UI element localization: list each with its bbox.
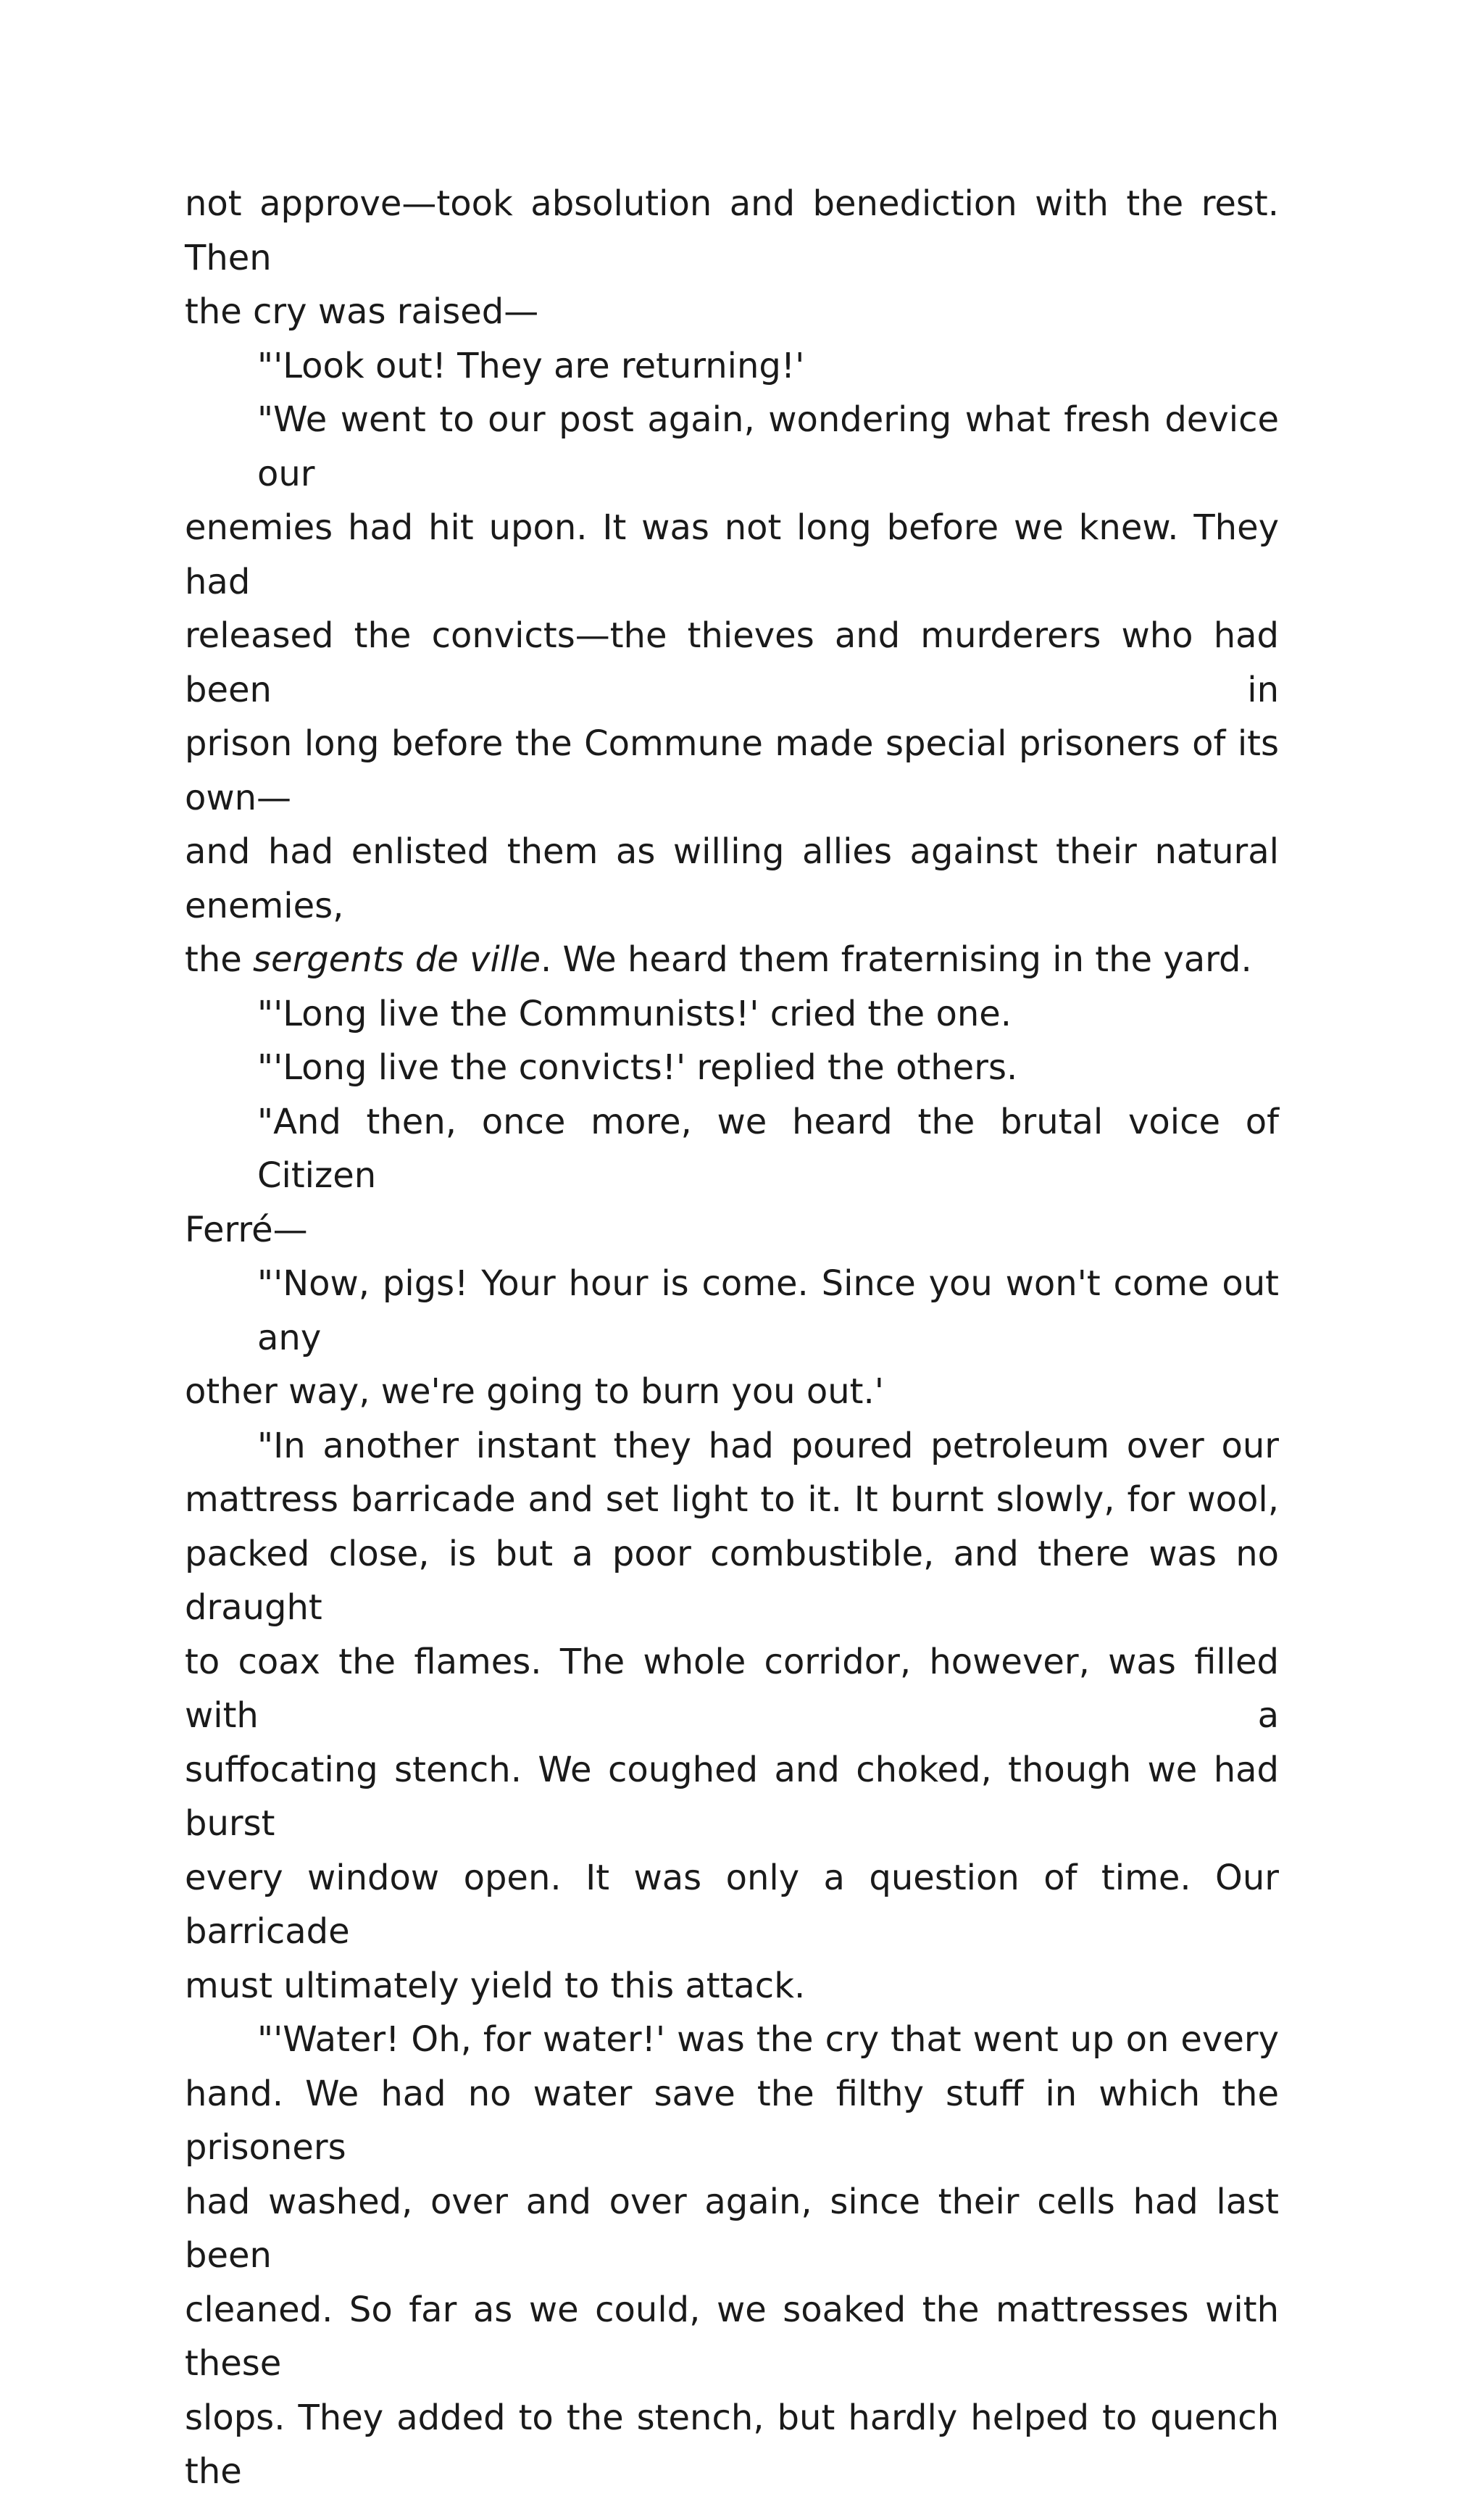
text-line: other way, we're going to burn you out.' bbox=[185, 1371, 884, 1412]
book-page bbox=[185, 177, 1279, 2499]
paragraph bbox=[185, 339, 1279, 394]
paragraph bbox=[185, 1257, 1279, 1419]
text-line bbox=[185, 933, 1279, 987]
text-line: not approve—took absolution and benediction with the rest. Then bbox=[185, 183, 1279, 278]
text-line: packed close, is but a poor combustible, and there was no draught bbox=[185, 1533, 1279, 1628]
italic-phrase: sergents de ville bbox=[253, 939, 541, 980]
text-line: enemies had hit upon. It was not long before we knew. They had bbox=[185, 507, 1279, 602]
text-line: released the convicts—the thieves and murderers who had been in bbox=[185, 615, 1279, 710]
text-line: "'Long live the convicts!' replied the others. bbox=[257, 1047, 1018, 1088]
text-line: had washed, over and over again, since their cells had last been bbox=[185, 2181, 1279, 2276]
text-line: the cry was raised— bbox=[185, 291, 539, 332]
paragraph bbox=[185, 177, 1279, 339]
text-line: Ferré— bbox=[185, 1209, 308, 1250]
text-line: "And then, once more, we heard the brutal voice of Citizen bbox=[257, 1101, 1279, 1196]
paragraph bbox=[185, 2013, 1279, 2499]
paragraph bbox=[185, 987, 1279, 1041]
text-line: to coax the flames. The whole corridor, however, was filled with a bbox=[185, 1641, 1279, 1736]
text-line: "In another instant they had poured petroleum over our bbox=[257, 1425, 1279, 1466]
text-fragment: . We heard them fraternising in the yard. bbox=[541, 939, 1252, 980]
text-line: "We went to our post again, wondering what fresh device our bbox=[257, 399, 1279, 494]
paragraph bbox=[185, 1041, 1279, 1095]
text-line: cleaned. So far as we could, we soaked the mattresses with these bbox=[185, 2289, 1279, 2384]
text-fragment: the bbox=[185, 939, 254, 980]
text-line: "'Water! Oh, for water!' was the cry that went up on every bbox=[257, 2019, 1279, 2060]
text-line: suffocating stench. We coughed and choked, though we had burst bbox=[185, 1749, 1279, 1844]
text-line: "'Long live the Communists!' cried the one. bbox=[257, 993, 1012, 1034]
paragraph bbox=[185, 1419, 1279, 2013]
paragraph bbox=[185, 1095, 1279, 1257]
text-line: every window open. It was only a question of time. Our barricade bbox=[185, 1857, 1279, 1952]
text-line: mattress barricade and set light to it. It burnt slowly, for wool, bbox=[185, 1479, 1279, 1520]
text-line: and had enlisted them as willing allies against their natural enemies, bbox=[185, 831, 1279, 926]
paragraph bbox=[185, 393, 1279, 987]
text-line: "'Now, pigs! Your hour is come. Since you won't come out any bbox=[257, 1263, 1279, 1358]
text-line: must ultimately yield to this attack. bbox=[185, 1965, 806, 2006]
text-line: slops. They added to the stench, but hardly helped to quench the bbox=[185, 2397, 1279, 2492]
text-line: prison long before the Commune made special prisoners of its own— bbox=[185, 723, 1279, 818]
text-line: hand. We had no water save the filthy stuff in which the prisoners bbox=[185, 2073, 1279, 2168]
text-line: "'Look out! They are returning!' bbox=[257, 345, 805, 386]
